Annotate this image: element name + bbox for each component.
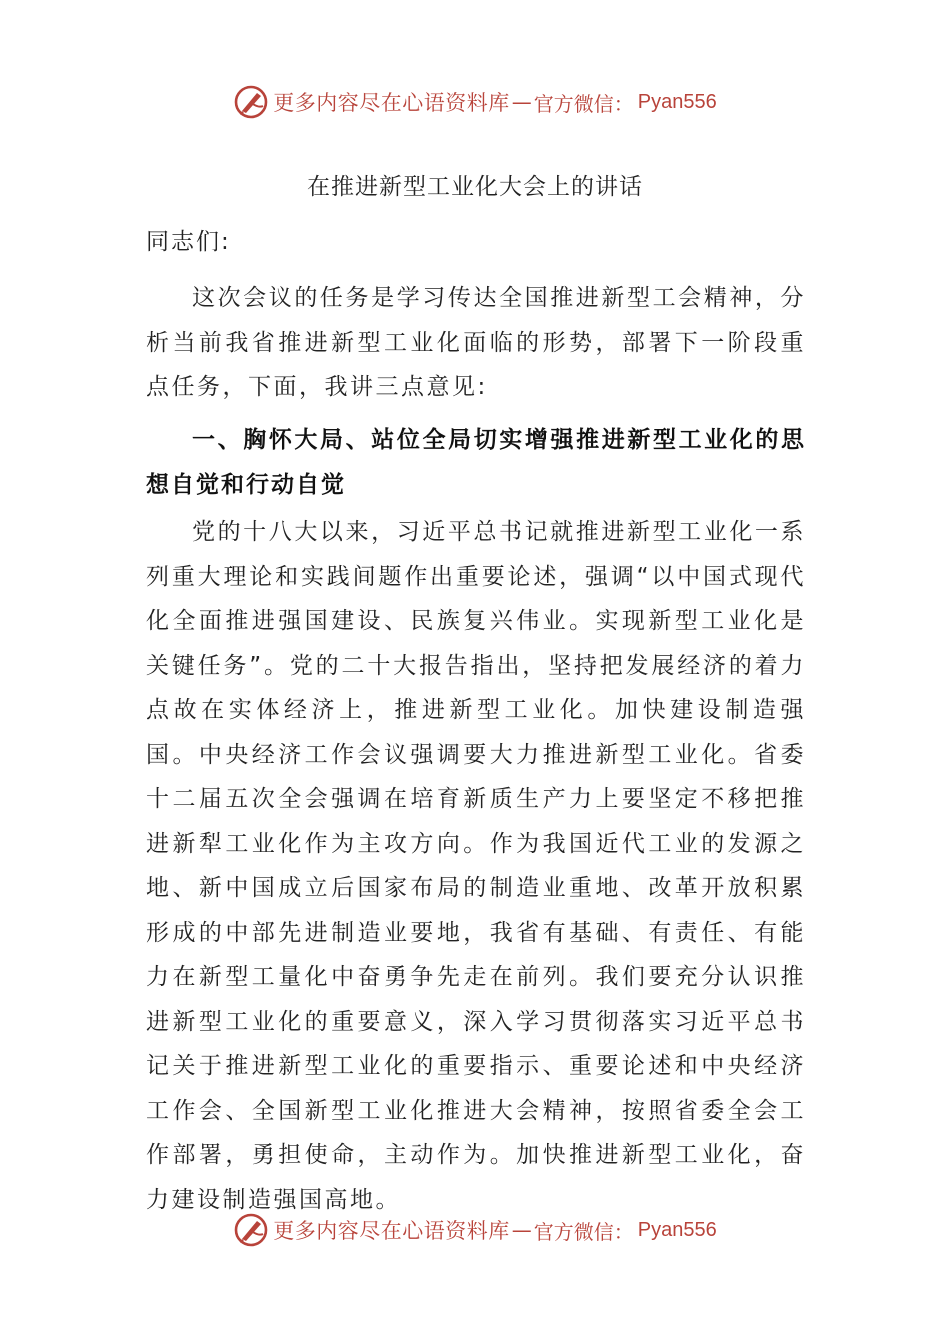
document-title: 在推进新型工业化大会上的讲话 xyxy=(307,174,643,200)
section-1-body-paragraph: 党的十八大以来，习近平总书记就推进新型工业化一系列重大理论和实践间题作出重要论述，强调“以中国式现代化全面推进强国建设、民族复兴伟业。实现新型工业化是关键任务”。党的二十大报告指出，坚持把发展经济的着力点故在实体经济上，推进新型工业化。加快建设制造强国。中央经济工作会议强调要大力推进新型工业化。省委十二届五次全会强调在培育新质生产力上要坚定不移把推进新犁工业化作为主攻方向。作为我国近代工业的发源之地、新中国成立后国家布局的制造业重地、改革开放积累形成的中部先进制造业要地，我省有基础、有责任、有能力在新型工量化中奋勇争先走在前列。我们要充分认识推进新型工业化的重要意义，深入学习贯彻落实习近平总书记关于推进新型工业化的重要指示、重要论述和中央经济工作会、全国新型工业化推进大会精神，按照省委全会工作部署，勇担使命，主动作为。加快推进新型工业化，奋力建设制造强国高地。 xyxy=(146,519,806,1213)
watermark-wechat-id: Pyan556 xyxy=(637,90,717,113)
pen-logo-icon xyxy=(233,84,269,120)
watermark-dash: — xyxy=(511,1218,532,1242)
intro-paragraph: 这次会议的任务是学习传达全国推进新型工会精神，分析当前我省推进新型工业化面临的形势，部署下一阶段重点任务，下面，我讲三点意见: xyxy=(146,285,806,400)
footer-watermark-banner xyxy=(0,1208,950,1252)
watermark-wechat-label: 官方微信： xyxy=(533,91,634,116)
section-1-heading: 一、胸怀大局、站位全局切实增强推进新型工业化的思想自觉和行动自觉 xyxy=(146,427,806,498)
watermark-wechat-label: 官方微信： xyxy=(533,1219,634,1244)
greeting: 同志们: xyxy=(146,229,231,255)
watermark-brand-text: 更多内容尽在心语资料库 xyxy=(273,1219,510,1243)
watermark-brand-text: 更多内容尽在心语资料库 xyxy=(273,91,510,115)
watermark-dash: — xyxy=(511,90,532,114)
header-watermark-banner xyxy=(0,80,950,124)
watermark-wechat-id: Pyan556 xyxy=(637,1218,717,1241)
pen-logo-icon xyxy=(233,1212,269,1248)
